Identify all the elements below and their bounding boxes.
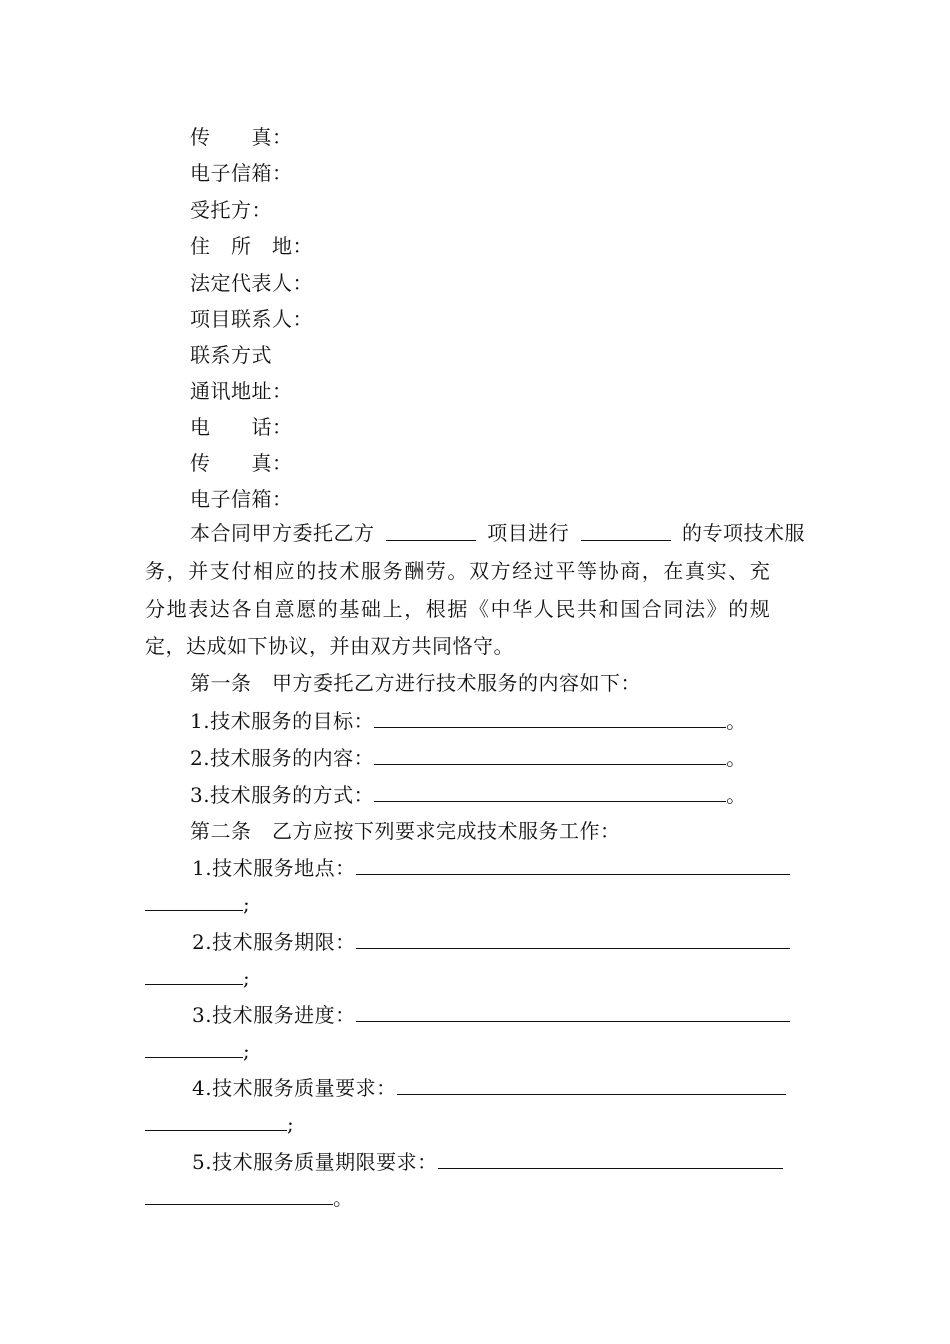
period-blank[interactable] bbox=[356, 928, 790, 949]
fax-label-b: 传 真： bbox=[190, 451, 293, 475]
legal-rep-label: 法定代表人： bbox=[190, 271, 313, 295]
article2-item-3 bbox=[192, 1001, 790, 1028]
method-blank[interactable] bbox=[374, 781, 726, 802]
email-label-b: 电子信箱： bbox=[190, 487, 293, 511]
item-end: ; bbox=[287, 1112, 295, 1136]
intro-line-4: 定，达成如下协议，并由双方共同恪守。 bbox=[145, 634, 514, 658]
intro-line-3: 分地表达各自意愿的基础上，根据《中华人民共和国合同法》的规 bbox=[145, 597, 772, 621]
quality-period-blank-cont[interactable] bbox=[145, 1184, 333, 1205]
fax-label-a: 传 真： bbox=[190, 125, 293, 149]
article1-item-label: 3.技术服务的方式： bbox=[190, 783, 375, 807]
article2-item-4-cont bbox=[145, 1110, 294, 1137]
item-end: 。 bbox=[726, 746, 747, 770]
article2-item-5-cont bbox=[145, 1184, 354, 1211]
item-end: 。 bbox=[333, 1186, 354, 1210]
article2-item-label: 2.技术服务期限： bbox=[192, 930, 356, 954]
item-end: 。 bbox=[726, 709, 747, 733]
quality-period-blank[interactable] bbox=[438, 1148, 783, 1169]
article1-item-1 bbox=[190, 707, 747, 734]
article2-item-label: 1.技术服务地点： bbox=[192, 856, 356, 880]
item-end: ; bbox=[243, 1039, 251, 1063]
intro-line-1 bbox=[190, 520, 805, 546]
article2-item-5 bbox=[192, 1148, 783, 1175]
service-blank[interactable] bbox=[581, 520, 671, 541]
article2-item-label: 4.技术服务质量要求： bbox=[192, 1076, 397, 1100]
article2-item-3-cont bbox=[145, 1037, 250, 1064]
article1-title: 第一条 甲方委托乙方进行技术服务的内容如下： bbox=[190, 671, 641, 695]
intro-line-2: 务，并支付相应的技术服务酬劳。双方经过平等协商，在真实、充 bbox=[145, 559, 772, 583]
progress-blank[interactable] bbox=[356, 1001, 790, 1022]
progress-blank-cont[interactable] bbox=[145, 1037, 243, 1058]
location-blank-cont[interactable] bbox=[145, 890, 243, 911]
phone-label: 电 话： bbox=[190, 415, 293, 439]
mailing-address-label: 通讯地址： bbox=[190, 379, 293, 403]
article2-item-2 bbox=[192, 928, 790, 955]
article1-item-3 bbox=[190, 781, 747, 808]
contact-method-label: 联系方式 bbox=[190, 343, 272, 367]
article2-item-1 bbox=[192, 854, 790, 881]
item-end: 。 bbox=[726, 783, 747, 807]
item-end: ; bbox=[243, 966, 251, 990]
goal-blank[interactable] bbox=[374, 707, 726, 728]
article1-item-label: 2.技术服务的内容： bbox=[190, 746, 375, 770]
project-blank[interactable] bbox=[386, 520, 476, 541]
article2-item-label: 5.技术服务质量期限要求： bbox=[192, 1150, 438, 1174]
article2-item-4 bbox=[192, 1074, 786, 1101]
address-label: 住 所 地： bbox=[190, 234, 313, 258]
intro-text-a: 本合同甲方委托乙方 bbox=[190, 521, 375, 545]
intro-text-b: 项目进行 bbox=[487, 521, 570, 545]
project-contact-label: 项目联系人： bbox=[190, 307, 313, 331]
article2-item-2-cont bbox=[145, 964, 250, 991]
article2-item-label: 3.技术服务进度： bbox=[192, 1003, 356, 1027]
item-end: ; bbox=[243, 892, 251, 916]
article2-item-1-cont bbox=[145, 890, 250, 917]
location-blank[interactable] bbox=[356, 854, 790, 875]
period-blank-cont[interactable] bbox=[145, 964, 243, 985]
article1-item-2 bbox=[190, 744, 747, 771]
article1-item-label: 1.技术服务的目标： bbox=[190, 709, 375, 733]
trustee-label: 受托方： bbox=[190, 198, 272, 222]
content-blank[interactable] bbox=[374, 744, 726, 765]
article2-title: 第二条 乙方应按下列要求完成技术服务工作： bbox=[190, 819, 621, 843]
quality-blank[interactable] bbox=[397, 1074, 786, 1095]
email-label-a: 电子信箱： bbox=[190, 161, 293, 185]
quality-blank-cont[interactable] bbox=[145, 1110, 287, 1131]
intro-text-c: 的专项技术服 bbox=[682, 521, 805, 545]
